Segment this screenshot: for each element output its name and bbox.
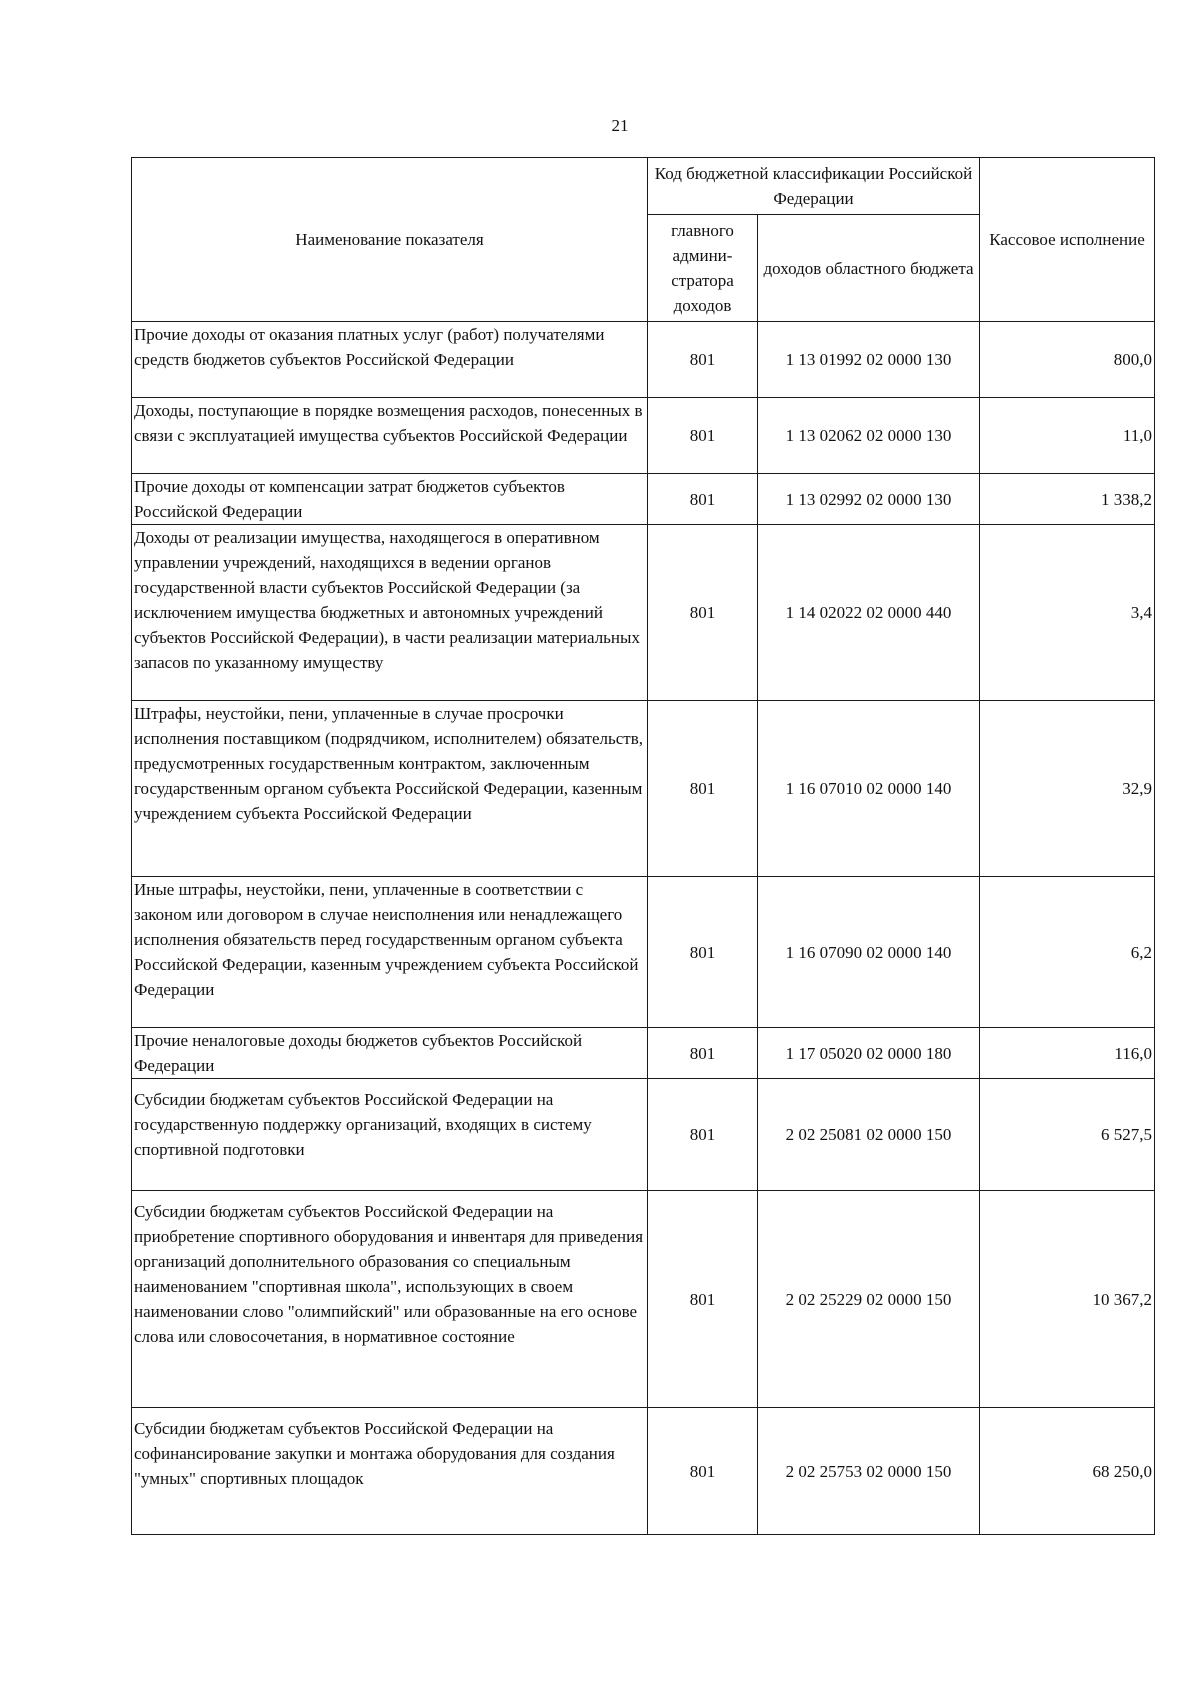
row-budget-code: 1 17 05020 02 0000 180	[758, 1028, 980, 1079]
row-admin-code: 801	[648, 1408, 758, 1535]
row-admin-code: 801	[648, 1079, 758, 1191]
row-cash-execution: 116,0	[980, 1028, 1155, 1079]
table-row	[132, 1191, 1155, 1408]
table-row	[132, 474, 1155, 525]
row-budget-code: 2 02 25229 02 0000 150	[758, 1191, 980, 1408]
row-admin-code: 801	[648, 701, 758, 877]
row-cash-execution: 32,9	[980, 701, 1155, 877]
table-row	[132, 1079, 1155, 1191]
table-row	[132, 877, 1155, 1028]
row-admin-code: 801	[648, 474, 758, 525]
row-cash-execution: 68 250,0	[980, 1408, 1155, 1535]
row-budget-code: 1 13 02992 02 0000 130	[758, 474, 980, 525]
row-indicator-name: Иные штрафы, неустойки, пени, уплаченные в соответствии с законом или договором в случае неисполнения или ненадлежащего исполнения обязательств перед государственным органом субъекта Российской Федерации, казенным учреждением субъекта Российской Федерации	[132, 877, 648, 1028]
row-budget-code: 1 13 02062 02 0000 130	[758, 398, 980, 474]
row-indicator-name: Прочие неналоговые доходы бюджетов субъектов Российской Федерации	[132, 1028, 648, 1079]
row-budget-code: 1 14 02022 02 0000 440	[758, 525, 980, 701]
budget-revenue-table	[131, 157, 1155, 1535]
table-row	[132, 1408, 1155, 1535]
row-indicator-name: Доходы от реализации имущества, находящегося в оперативном управлении учреждений, находящихся в ведении органов государственной власти субъектов Российской Федерации (за исключением имущества бюджетных и автономных учреждений субъектов Российской Федерации), в части реализации материальных запасов по указанному имуществу	[132, 525, 648, 701]
row-budget-code: 1 16 07090 02 0000 140	[758, 877, 980, 1028]
row-admin-code: 801	[648, 398, 758, 474]
row-admin-code: 801	[648, 877, 758, 1028]
row-admin-code: 801	[648, 1028, 758, 1079]
table-row	[132, 398, 1155, 474]
row-indicator-name: Прочие доходы от оказания платных услуг (работ) получателями средств бюджетов субъектов Российской Федерации	[132, 322, 648, 398]
page-number: 21	[611, 116, 629, 135]
row-cash-execution: 10 367,2	[980, 1191, 1155, 1408]
row-admin-code: 801	[648, 1191, 758, 1408]
row-budget-code: 1 13 01992 02 0000 130	[758, 322, 980, 398]
table-row	[132, 322, 1155, 398]
header-cash-execution: Кассовое исполнение	[980, 158, 1155, 322]
header-indicator-name: Наименование показателя	[132, 158, 648, 322]
row-indicator-name: Субсидии бюджетам субъектов Российской Федерации на государственную поддержку организаций, входящих в систему спортивной подготовки	[132, 1079, 648, 1191]
table-row	[132, 1028, 1155, 1079]
row-indicator-name: Субсидии бюджетам субъектов Российской Федерации на приобретение спортивного оборудования и инвентаря для приведения организаций дополнительного образования со специальным наименованием "спортивная школа", использующих в своем наименовании слово "олимпийский" или образованные на его основе слова или словосочетания, в нормативное состояние	[132, 1191, 648, 1408]
header-regional-budget-income: доходов областного бюджета	[758, 215, 980, 322]
table-row	[132, 525, 1155, 701]
row-cash-execution: 800,0	[980, 322, 1155, 398]
row-cash-execution: 11,0	[980, 398, 1155, 474]
row-indicator-name: Доходы, поступающие в порядке возмещения расходов, понесенных в связи с эксплуатацией имущества субъектов Российской Федерации	[132, 398, 648, 474]
row-budget-code: 2 02 25081 02 0000 150	[758, 1079, 980, 1191]
row-indicator-name: Штрафы, неустойки, пени, уплаченные в случае просрочки исполнения поставщиком (подрядчиком, исполнителем) обязательств, предусмотренных государственным контрактом, заключенным государственным органом субъекта Российской Федерации, казенным учреждением субъекта Российской Федерации	[132, 701, 648, 877]
row-cash-execution: 6,2	[980, 877, 1155, 1028]
row-cash-execution: 3,4	[980, 525, 1155, 701]
row-indicator-name: Прочие доходы от компенсации затрат бюджетов субъектов Российской Федерации	[132, 474, 648, 525]
row-cash-execution: 6 527,5	[980, 1079, 1155, 1191]
row-budget-code: 1 16 07010 02 0000 140	[758, 701, 980, 877]
header-main-administrator: главного админи-стратора доходов	[648, 215, 758, 322]
row-budget-code: 2 02 25753 02 0000 150	[758, 1408, 980, 1535]
row-indicator-name: Субсидии бюджетам субъектов Российской Федерации на софинансирование закупки и монтажа оборудования для создания "умных" спортивных площадок	[132, 1408, 648, 1535]
row-admin-code: 801	[648, 322, 758, 398]
row-admin-code: 801	[648, 525, 758, 701]
header-classification-code: Код бюджетной классификации Российской Федерации	[648, 158, 980, 215]
row-cash-execution: 1 338,2	[980, 474, 1155, 525]
table-row	[132, 701, 1155, 877]
